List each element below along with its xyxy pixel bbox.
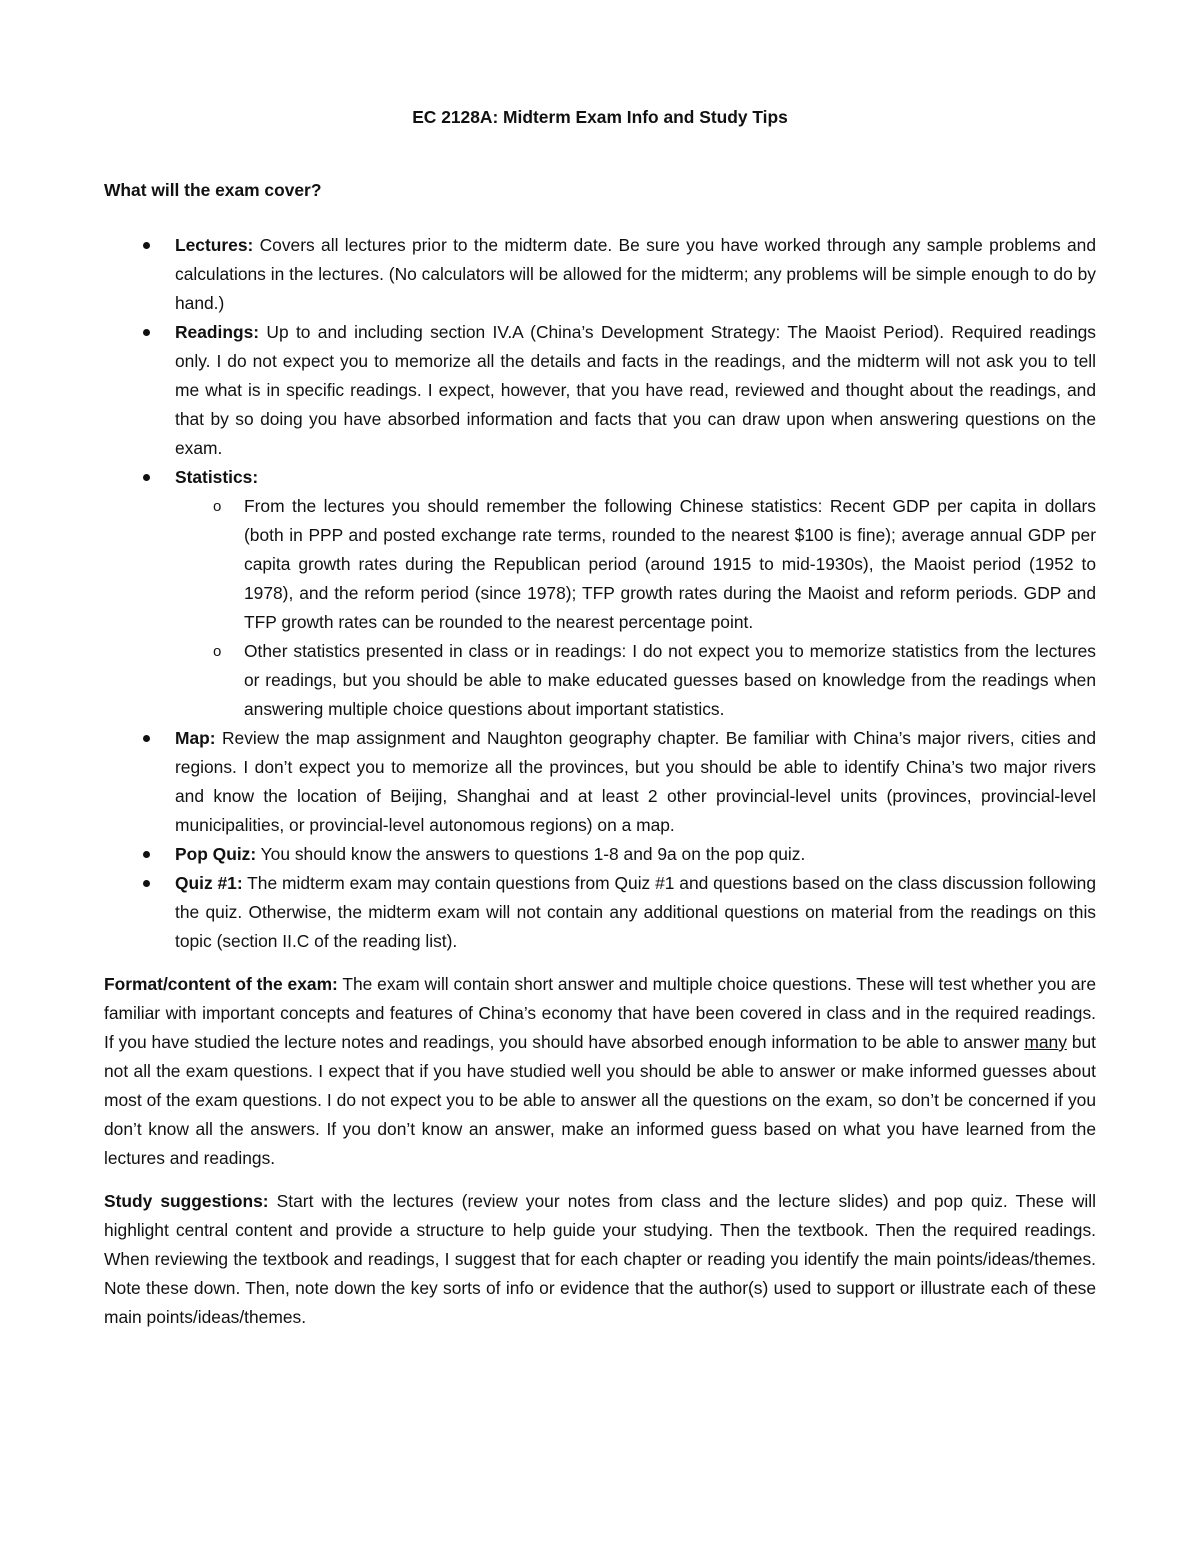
list-item-pop-quiz <box>104 840 1096 869</box>
document-page <box>104 103 1096 1332</box>
format-paragraph <box>104 970 1096 1173</box>
list-item-lectures <box>104 231 1096 318</box>
bullet-text: Review the map assignment and Naughton geography chapter. Be familiar with China’s major rivers, cities and regions. I don’t expect you to memorize all the provinces, but you should be able to identify China’s two major rivers and know the location of Beijing, Shanghai and at least 2 other provincial-level units (provinces, provincial-level municipalities, or provincial-level autonomous regions) on a map. <box>175 728 1096 835</box>
format-underlined-word: many <box>1024 1032 1067 1052</box>
study-label: Study suggestions: <box>104 1191 269 1211</box>
bullet-label: Map: <box>175 728 216 748</box>
bullet-icon <box>143 851 150 858</box>
bullet-label: Quiz #1: <box>175 873 243 893</box>
circle-bullet-icon: o <box>213 498 222 515</box>
format-text-before: The exam will contain short answer and multiple choice questions. These will test whether you are familiar with important concepts and features of China’s economy that have been covered in class and in the required readings. If you have studied the lecture notes and readings, you should have absorbed enough information to be able to answer <box>104 974 1097 1052</box>
bullet-icon <box>143 474 150 481</box>
bullet-icon <box>143 880 150 887</box>
coverage-list <box>104 231 1096 956</box>
sublist-item <box>175 637 1096 724</box>
sublist-text: Other statistics presented in class or in readings: I do not expect you to memorize statistics from the lectures or readings, but you should be able to make educated guesses based on knowledge from the readings when answering multiple choice questions about important statistics. <box>244 641 1096 719</box>
list-item-readings <box>104 318 1096 463</box>
bullet-text: You should know the answers to questions 1-8 and 9a on the pop quiz. <box>256 844 806 864</box>
bullet-text: Covers all lectures prior to the midterm date. Be sure you have worked through any sample problems and calculations in the lectures. (No calculators will be allowed for the midterm; any problems will be simple enough to do by hand.) <box>175 235 1096 313</box>
format-text-after: but not all the exam questions. I expect that if you have studied well you should be able to answer or make informed guesses about most of the exam questions. I do not expect you to be able to answer all the questions on the exam, so don’t be concerned if you don’t know all the answers. If you don’t know an answer, make an informed guess based on what you have learned from the lectures and readings. <box>104 1032 1096 1168</box>
bullet-icon <box>143 329 150 336</box>
sublist-text: From the lectures you should remember the following Chinese statistics: Recent GDP per capita in dollars (both in PPP and posted exchange rate terms, rounded to the nearest $100 is fine); average annual GDP per capita growth rates during the Republican period (around 1915 to mid-1930s), the Maoist period (1952 to 1978), and the reform period (since 1978); TFP growth rates during the Maoist and reform periods. GDP and TFP growth rates can be rounded to the nearest percentage point. <box>244 496 1096 632</box>
bullet-icon <box>143 735 150 742</box>
study-paragraph <box>104 1187 1096 1332</box>
study-text: Start with the lectures (review your notes from class and the lecture slides) and pop quiz. These will highlight central content and provide a structure to help guide your studying. Then the textbook. Then the required readings. When reviewing the textbook and readings, I suggest that for each chapter or reading you identify the main points/ideas/themes. Note these down. Then, note down the key sorts of info or evidence that the author(s) used to support or illustrate each of these main points/ideas/themes. <box>104 1191 1097 1327</box>
bullet-icon <box>143 242 150 249</box>
coverage-heading: What will the exam cover? <box>104 180 322 200</box>
list-item-quiz-1 <box>104 869 1096 956</box>
bullet-text: Up to and including section IV.A (China’s Development Strategy: The Maoist Period). Required readings only. I do not expect you to memorize all the details and facts in the readings, and the midterm will not ask you to tell me what is in specific readings. I expect, however, that you have read, reviewed and thought about the readings, and that by so doing you have absorbed information and facts that you can draw upon when answering questions on the exam. <box>175 322 1096 458</box>
document-title: EC 2128A: Midterm Exam Info and Study Tips <box>412 107 788 127</box>
bullet-text: The midterm exam may contain questions from Quiz #1 and questions based on the class discussion following the quiz. Otherwise, the midterm exam will not contain any additional questions on material from the readings on this topic (section II.C of the reading list). <box>175 873 1096 951</box>
bullet-label: Statistics: <box>175 467 259 487</box>
circle-bullet-icon: o <box>213 643 222 660</box>
list-item-statistics <box>104 463 1096 724</box>
format-label: Format/content of the exam: <box>104 974 338 994</box>
statistics-sublist <box>175 492 1096 724</box>
bullet-label: Readings: <box>175 322 260 342</box>
bullet-label: Lectures: <box>175 235 254 255</box>
sublist-item <box>175 492 1096 637</box>
list-item-map <box>104 724 1096 840</box>
bullet-label: Pop Quiz: <box>175 844 257 864</box>
